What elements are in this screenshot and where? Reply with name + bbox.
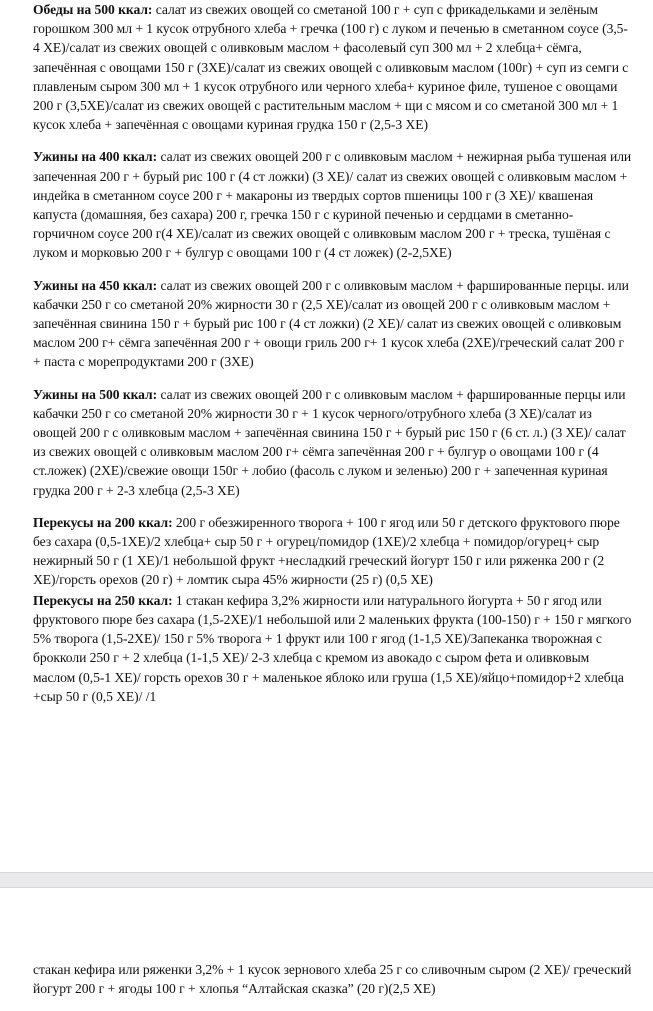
section-body: салат из свежих овощей 200 г с оливковым маслом + нежирная рыба тушеная или запеченная 200 г + бурый рис 100 г (4 ст ложки) (3 ХЕ)/ салат из свежих овощей с оливковым маслом + индейка в сметанном соусе 200 г + макароны из твердых сортов пшеницы 100 г (3 ХЕ)/ квашеная капуста (домашняя, без сахара) 200 г, гречка 150 г с куриной печенью и сердцами в сметанно-горчичном соусе 200 г(4 ХЕ)/салат из свежих овощей с оливковым маслом 200 г + треска, тушёная с луком и морковью 200 г + булгур с овощами 100 г (4 ст ложек) (2-2,5ХЕ) [33, 149, 632, 261]
page-2-content [33, 960, 633, 1011]
section-dinner-500 [33, 385, 633, 500]
section-body: салат из свежих овощей 200 г с оливковым маслом + фаршированные перцы или кабачки 250 г со сметаной 20% жирности 30 г + 1 кусок черного/отрубного хлеба (3 ХЕ)/салат из овощей 200 г с оливковым маслом + запечённая свинина 150 г + бурый рис 150 г (6 ст. л.) (3 ХЕ)/ салат из свежих овощей с оливковым маслом 200 г+ сёмга запечённая 200 г + булгур о овощами 100 г (4 ст.ложек) (2ХЕ)/свежие овощи 150г + лобио (фасоль с луком и зеленью) 200 г + запеченная куриная грудка 200 г + 2-3 хлебца (2,5-3 ХЕ) [33, 386, 626, 498]
section-heading: Обеды на 500 ккал: [33, 2, 153, 17]
section-heading: Перекусы на 200 ккал: [33, 514, 173, 530]
section-body: 1 стакан кефира 3,2% жирности или натурального йогурта + 50 г ягод или фруктового пюре без сахара (1,5-2ХЕ)/1 небольшой или 2 маленьких фрукта (100-150) г + 150 г мягкого 5% творога (1,5-2ХЕ)/ 150 г 5% творога + 1 фрукт или 100 г ягод (1-1,5 ХЕ)/Запеканка творожная с брокколи 250 г + 2 хлебца (1-1,5 ХЕ)/ 2-3 хлебца с кремом из авокадо с сыром фета и оливковым маслом (0,5-1 ХЕ)/ горсть орехов 30 г + маленькое яблоко или груша (1,5 ХЕ)/яйцо+помидор+2 хлебца +сыр 50 г (0,5 ХЕ)/ /1 [33, 592, 632, 704]
section-heading: Ужины на 500 ккал: [33, 386, 158, 402]
page-gap [0, 872, 653, 888]
section-snack-200 [33, 513, 633, 590]
section-heading: Перекусы на 250 ккал: [33, 592, 173, 608]
section-body: 200 г обезжиренного творога + 100 г ягод или 50 г детского фруктового пюре без сахара (0,5-1ХЕ)/2 хлебца+ сыр 50 г + огурец/помидор (1ХЕ)/2 хлебца + помидор/огурец+ сыр нежирный 50 г (1 ХЕ)/1 небольшой фрукт +несладкий греческий йогурт 150 г или ряженка 200 г (2 ХЕ)/горсть орехов (20 г) + ломтик сыра 45% жирности (25 г) (0,5 ХЕ) [33, 514, 620, 588]
section-heading: Ужины на 450 ккал: [33, 277, 158, 293]
page-2-paragraph: стакан кефира или ряженки 3,2% + 1 кусок зернового хлеба 25 г со сливочным сыром (2 ХЕ)/ греческий йогурт 200 г + ягоды 100 г + хлопья “Алтайская сказка” (20 г)(2,5 ХЕ) [33, 962, 632, 997]
section-body: салат из свежих овощей 200 г с оливковым маслом + фаршированные перцы. или кабачки 250 г со сметаной 20% жирности 30 г (2,5 ХЕ)/салат из овощей 200 г с оливковым маслом + запечённая свинина 150 г + бурый рис 100 г (4 ст ложки) (2 ХЕ)/ салат из свежих овощей с оливковым маслом 200 г+ сёмга запечённая 200 г + овощи гриль 200 г+ 1 кусок хлеба (2ХЕ)/греческий салат 200 г + паста с морепродуктами 200 г (3ХЕ) [33, 277, 629, 370]
document-page-2 [0, 888, 653, 1000]
section-dinner-400 [33, 147, 633, 262]
section-snack-250 [33, 591, 633, 706]
section-heading: Ужины на 400 ккал: [33, 149, 158, 165]
page-1-content [33, 0, 633, 719]
section-body: салат из свежих овощей со сметаной 100 г + суп с фрикадельками и зелёным горошком 300 мл + 1 кусок отрубного хлеба + гречка (100 г) с луком и печенью в сметанном соусе (3,5-4 ХЕ)/салат из свежих овощей с оливковым маслом + фасолевый суп 300 мл + 2 хлебца+ сёмга, запечённая с овощами 150 г (3ХЕ)/салат из свежих овощей с оливковым маслом (100г) + суп из семги с плавленым сыром 300 мл + 1 кусок отрубного или черного хлеба+ куриное филе, тушеное с овощами 200 г (3,5ХЕ)/салат из свежих овощей с растительным маслом + щи с мясом и со сметаной 300 мл + 1 кусок хлеба + запечённая с овощами куриная грудка 150 г (2,5-3 ХЕ) [33, 2, 629, 133]
section-lunch-500 [33, 0, 633, 134]
section-dinner-450 [33, 276, 633, 372]
